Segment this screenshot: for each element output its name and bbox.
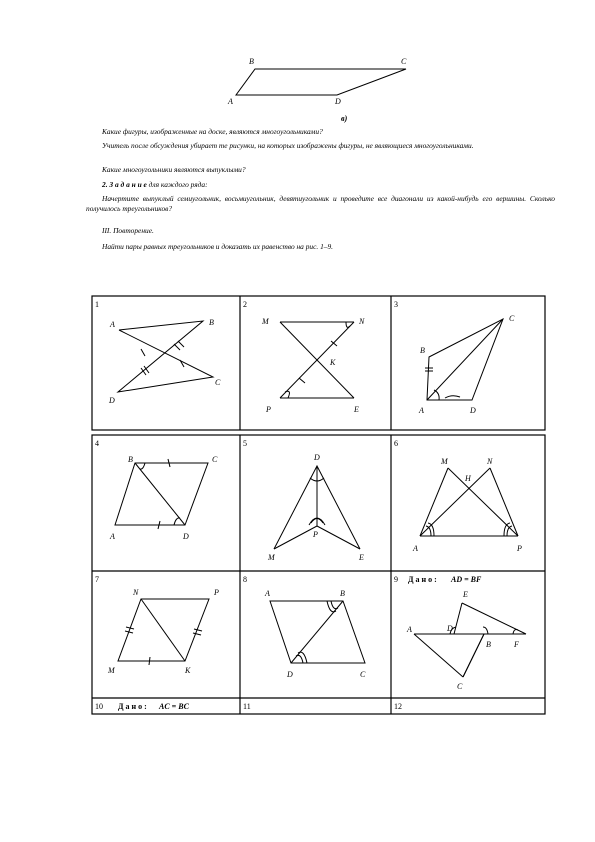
fig5-label-p: P xyxy=(313,530,318,539)
fig3-label-a: A xyxy=(419,406,424,415)
section-repetition: III. Повторение. xyxy=(102,226,154,235)
vertex-label-a: A xyxy=(228,97,233,106)
cell-numbers xyxy=(95,300,402,711)
fig9-label-f: F xyxy=(514,640,519,649)
fig2-label-e: E xyxy=(354,405,359,414)
cell-number-11: 11 xyxy=(243,702,251,711)
fig4-label-c: C xyxy=(212,455,218,464)
given-expr-10: AC = BC xyxy=(159,702,189,711)
fig8-label-d: D xyxy=(287,670,293,679)
cell-number-7: 7 xyxy=(95,575,99,584)
cell-number-1: 1 xyxy=(95,300,99,309)
fig1-label-d: D xyxy=(109,396,115,405)
vertex-label-b: B xyxy=(249,57,254,66)
fig6-label-a: A xyxy=(413,544,418,553)
fig5-label-d: D xyxy=(314,453,320,462)
cell-number-9: 9 xyxy=(394,575,398,584)
fig5-label-e: E xyxy=(359,553,364,562)
fig8-label-a: A xyxy=(265,589,270,598)
fig9-label-a: A xyxy=(407,625,412,634)
figure-8 xyxy=(264,589,366,679)
figure-caption: в) xyxy=(341,114,348,123)
fig2-label-n: N xyxy=(359,317,365,326)
fig4-label-b: B xyxy=(128,455,133,464)
cell-number-4: 4 xyxy=(95,439,99,448)
fig6-label-p: P xyxy=(517,544,522,553)
figure-3 xyxy=(418,314,515,415)
fig9-label-e: E xyxy=(463,590,468,599)
fig8-label-c: C xyxy=(360,670,366,679)
question-convex: Какие многоугольники являются выпуклыми? xyxy=(102,165,246,174)
task-body: Начертите выпуклый семиугольник, восьмиугольник, девятиугольник и проведите все диагонали из какой-нибудь его вершины. Сколько получилось треугольников? xyxy=(86,194,555,213)
fig7-label-k: K xyxy=(185,666,191,675)
instruction: Найти пары равных треугольников и доказать их равенство на рис. 1–9. xyxy=(102,242,334,251)
figure-9 xyxy=(406,590,526,691)
fig2-label-p: P xyxy=(266,405,271,414)
given-expr-9: AD = BF xyxy=(451,575,482,584)
vertex-label-d: D xyxy=(335,97,341,106)
cell-number-2: 2 xyxy=(243,300,247,309)
cell-number-3: 3 xyxy=(394,300,398,309)
fig2-label-k: K xyxy=(330,358,336,367)
cell-number-10: 10 xyxy=(95,702,103,711)
task-number: 2. xyxy=(102,180,108,189)
figure-6 xyxy=(412,457,522,553)
fig3-label-b: B xyxy=(420,346,425,355)
question-polygons: Какие фигуры, изображенные на доске, являются многоугольниками? xyxy=(102,127,323,136)
fig5-label-m: M xyxy=(268,553,275,562)
figure-7 xyxy=(107,588,219,675)
task-heading-rest: для каждого ряда: xyxy=(148,180,208,189)
fig4-label-d: D xyxy=(183,532,189,541)
fig6-label-h: H xyxy=(465,474,471,483)
fig4-label-a: A xyxy=(110,532,115,541)
fig9-label-b: B xyxy=(486,640,491,649)
fig9-label-d: D xyxy=(447,624,453,633)
fig8-label-b: B xyxy=(340,589,345,598)
fig7-label-p: P xyxy=(214,588,219,597)
fig6-label-n: N xyxy=(487,457,493,466)
cell-number-5: 5 xyxy=(243,439,247,448)
cell-number-12: 12 xyxy=(394,702,402,711)
vertex-label-c: C xyxy=(401,57,407,66)
figure-1 xyxy=(108,318,221,405)
fig3-label-d: D xyxy=(470,406,476,415)
teacher-note: Учитель после обсуждения убирает те рисунки, на которых изображены фигуры, не являющиеся многоугольниками. xyxy=(102,141,474,150)
cell-number-8: 8 xyxy=(243,575,247,584)
fig7-label-n: N xyxy=(133,588,139,597)
cell-number-6: 6 xyxy=(394,439,398,448)
fig9-label-c: C xyxy=(457,682,463,691)
fig1-label-b: B xyxy=(209,318,214,327)
figure-5 xyxy=(267,453,364,562)
fig7-label-m: M xyxy=(108,666,115,675)
fig1-label-c: C xyxy=(215,378,221,387)
fig1-label-a: A xyxy=(110,320,115,329)
figure-2 xyxy=(261,317,365,414)
fig3-label-c: C xyxy=(509,314,515,323)
given-label-10: Д а н о : xyxy=(118,702,147,711)
task-label: З а д а н и е xyxy=(109,180,147,189)
figure-4 xyxy=(109,455,218,541)
fig2-label-m: M xyxy=(262,317,269,326)
given-label-9: Д а н о : xyxy=(408,575,437,584)
fig6-label-m: M xyxy=(441,457,448,466)
